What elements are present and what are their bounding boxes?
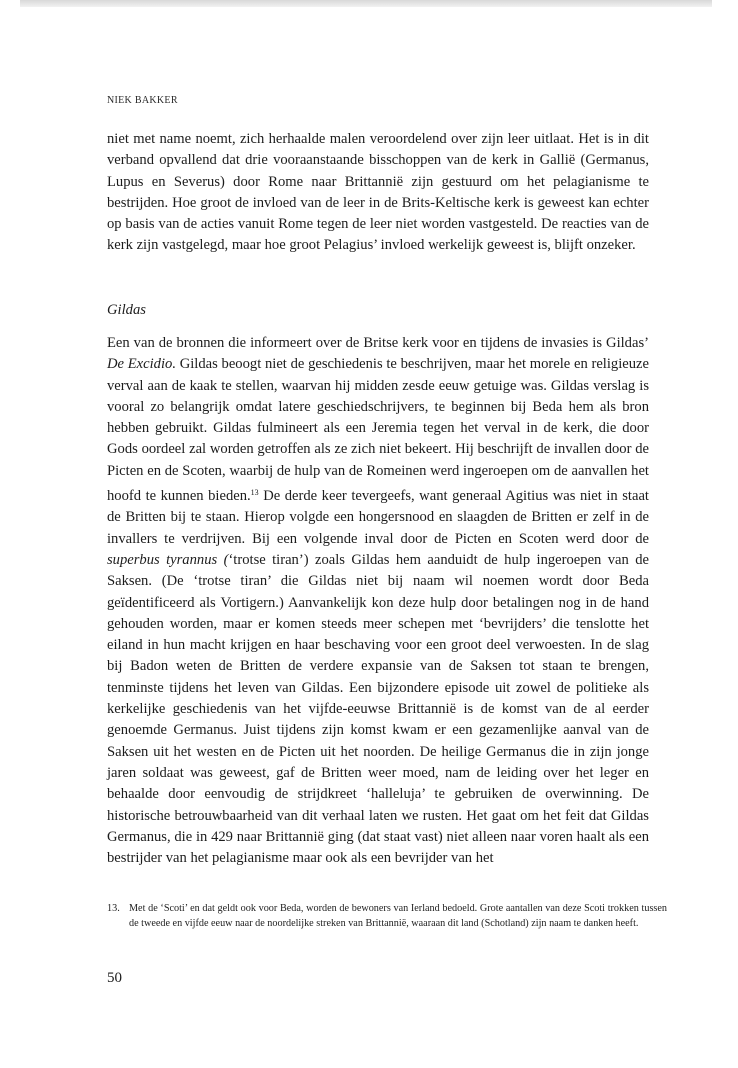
running-head: NIEK BAKKER [107, 95, 178, 106]
paragraph-1: niet met name noemt, zich herhaalde malen veroordelend over zijn leer uitlaat. Het is in dit verband opvallend dat drie vooraanstaande bisschoppen van de kerk in Gallië (Germanus, Lupus en Severus) door Rome naar Brittannië zijn gestuurd om het pelagianisme te bestrijden. Hoe groot de invloed van de leer in de Brits-Keltische kerk is geweest kan echter op basis van de acties vanuit Rome tegen de leer niet worden vastgesteld. De reacties van de kerk zijn vastgelegd, maar hoe groot Pelagius’ invloed werkelijk geweest is, blijft onzeker. [107, 131, 649, 254]
scan-top-edge [20, 0, 712, 7]
footnote-reference[interactable]: 13 [250, 488, 259, 498]
work-title: De Excidio. [107, 356, 176, 373]
footnote-number: 13. [107, 903, 120, 914]
footnote-text: Met de ‘Scoti’ en dat geldt ook voor Beda, worden de bewoners van Ierland bedoeld. Grote aantallen van deze Scoti trokken tussen de tweede en vijfde eeuw naar de noordelijke streken van Brittannië, waaraan dit land (Schotland) zijn naam te danken heeft. [129, 903, 667, 929]
latin-phrase: superbus tyrannus ( [107, 551, 229, 568]
footnote [107, 901, 667, 931]
section-heading: Gildas [107, 302, 146, 318]
paragraph-2-text-d: ‘trotse tiran’) zoals Gildas hem aanduidt de hulp ingeroepen van de Saksen. (De ‘trotse tiran’ die Gildas niet bij naam wil noemen wordt door Beda geïdentificeerd als Vortigern.) Aanvankelijk kon deze hulp door betalingen nog in de hand gehouden worden, maar er komen steeds meer schepen met ‘bevrijders’ die tenslotte het eiland in hun macht krijgen en haar beschaving voor een groot deel verwoesten. In de slag bij Badon weten de Britten de verdere expansie van de Saksen tot staan te brengen, tenminste tijdens het leven van Gildas. Een bijzondere episode uit zowel de politieke als kerkelijke geschiedenis van het vijfde-eeuwse Brittannië is de komst van de al eerder genoemde Germanus. Juist tijdens zijn komst kwam er een gezamenlijke aanval van de Saksen uit het westen en de Picten uit het noorden. De heilige Germanus die in zijn jonge jaren soldaat was geweest, gaf de Britten weer moed, nam de leiding over het leger en behaalde door eenvoudig de strijdkreet ‘halleluja’ te gebruiken de overwinning. De historische betrouwbaarheid van dit verhaal laten we rusten. Het gaat om het feit dat Gildas Germanus, die in 429 naar Brittannië ging (dat staat vast) niet alleen naar voren haalt als een bestrijder van het pelagianisme maar ook als een bevrijder van het [107, 551, 649, 867]
paragraph-2-text-c: De derde keer tevergeefs, want generaal Agitius was niet in staat de Britten bij te staan. Hierop volgde een hongersnood en slaagden de Britten er zelf in de invallers te verdrijven. Bij een volgende inval door de Picten en Scoten werd door de [107, 488, 649, 547]
page-number: 50 [107, 970, 122, 986]
paragraph-2 [107, 333, 649, 869]
paragraph-2-text-b: Gildas beoogt niet de geschiedenis te beschrijven, maar het morele en religieuze verval aan de kaak te stellen, waarvan hij midden zesde eeuw getuige was. Gildas verslag is vooral zo belangrijk omdat latere geschiedschrijvers, te beginnen bij Beda hem als bron hebben gebruikt. Gildas fulmineert als een Jeremia tegen het verval in de kerk, die door Gods oordeel zal worden getroffen als ze zich niet bekeert. Hij beschrijft de invallen door de Picten en de Scoten, waarbij de hulp van de Romeinen werd ingeroepen om de aanvallen het hoofd te kunnen bieden. [107, 356, 649, 505]
paragraph-2-text-a: Een van de bronnen die informeert over de Britse kerk voor en tijdens de invasies is Gildas’ [107, 335, 649, 351]
